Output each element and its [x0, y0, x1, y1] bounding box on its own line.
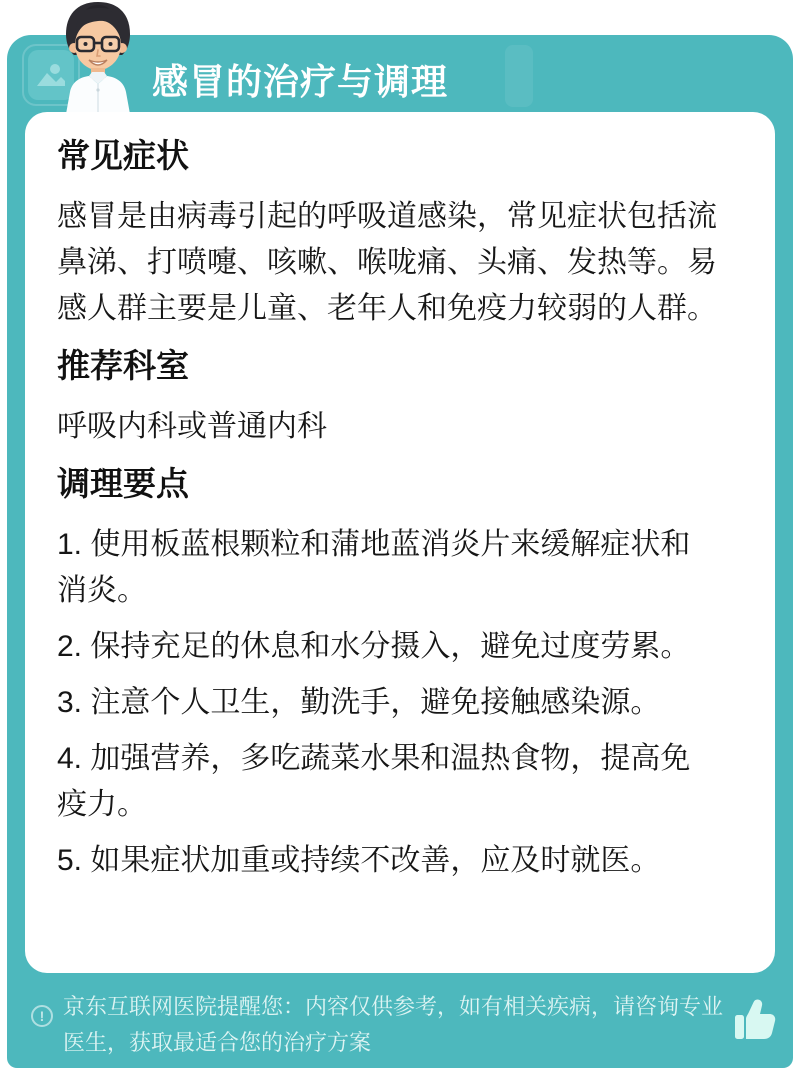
section-heading-care: 调理要点 — [57, 465, 189, 502]
card-title: 感冒的治疗与调理 — [152, 61, 449, 102]
content-card — [25, 112, 775, 973]
care-item-1: 1. 使用板蓝根颗粒和蒲地蓝消炎片来缓解症状和消炎。 — [57, 528, 691, 607]
care-item-2: 2. 保持充足的休息和水分摄入，避免过度劳累。 — [57, 630, 691, 663]
thumbs-up-icon[interactable] — [731, 997, 779, 1048]
care-item-5: 5. 如果症状加重或持续不改善，应及时就医。 — [57, 844, 661, 877]
disclaimer-bar — [7, 983, 793, 1068]
care-item-3: 3. 注意个人卫生，勤洗手，避免接触感染源。 — [57, 686, 661, 719]
symptoms-text: 感冒是由病毒引起的呼吸道感染，常见症状包括流鼻涕、打喷嚏、咳嗽、喉咙痛、头痛、发热等。易感人群主要是儿童、老年人和免疫力较弱的人群。 — [57, 200, 717, 325]
care-item-4: 4. 加强营养，多吃蔬菜水果和温热食物，提高免疫力。 — [57, 742, 691, 821]
disclaimer-text: 京东互联网医院提醒您：内容仅供参考，如有相关疾病，请咨询专业医生，获取最适合您的治疗方案 — [63, 994, 724, 1055]
decorative-strip — [505, 45, 533, 107]
section-heading-symptoms: 常见症状 — [57, 137, 189, 174]
section-heading-department: 推荐科室 — [57, 347, 189, 384]
info-circle-icon: ! — [31, 1005, 53, 1027]
department-text: 呼吸内科或普通内科 — [57, 410, 327, 443]
doctor-avatar — [46, 0, 150, 114]
